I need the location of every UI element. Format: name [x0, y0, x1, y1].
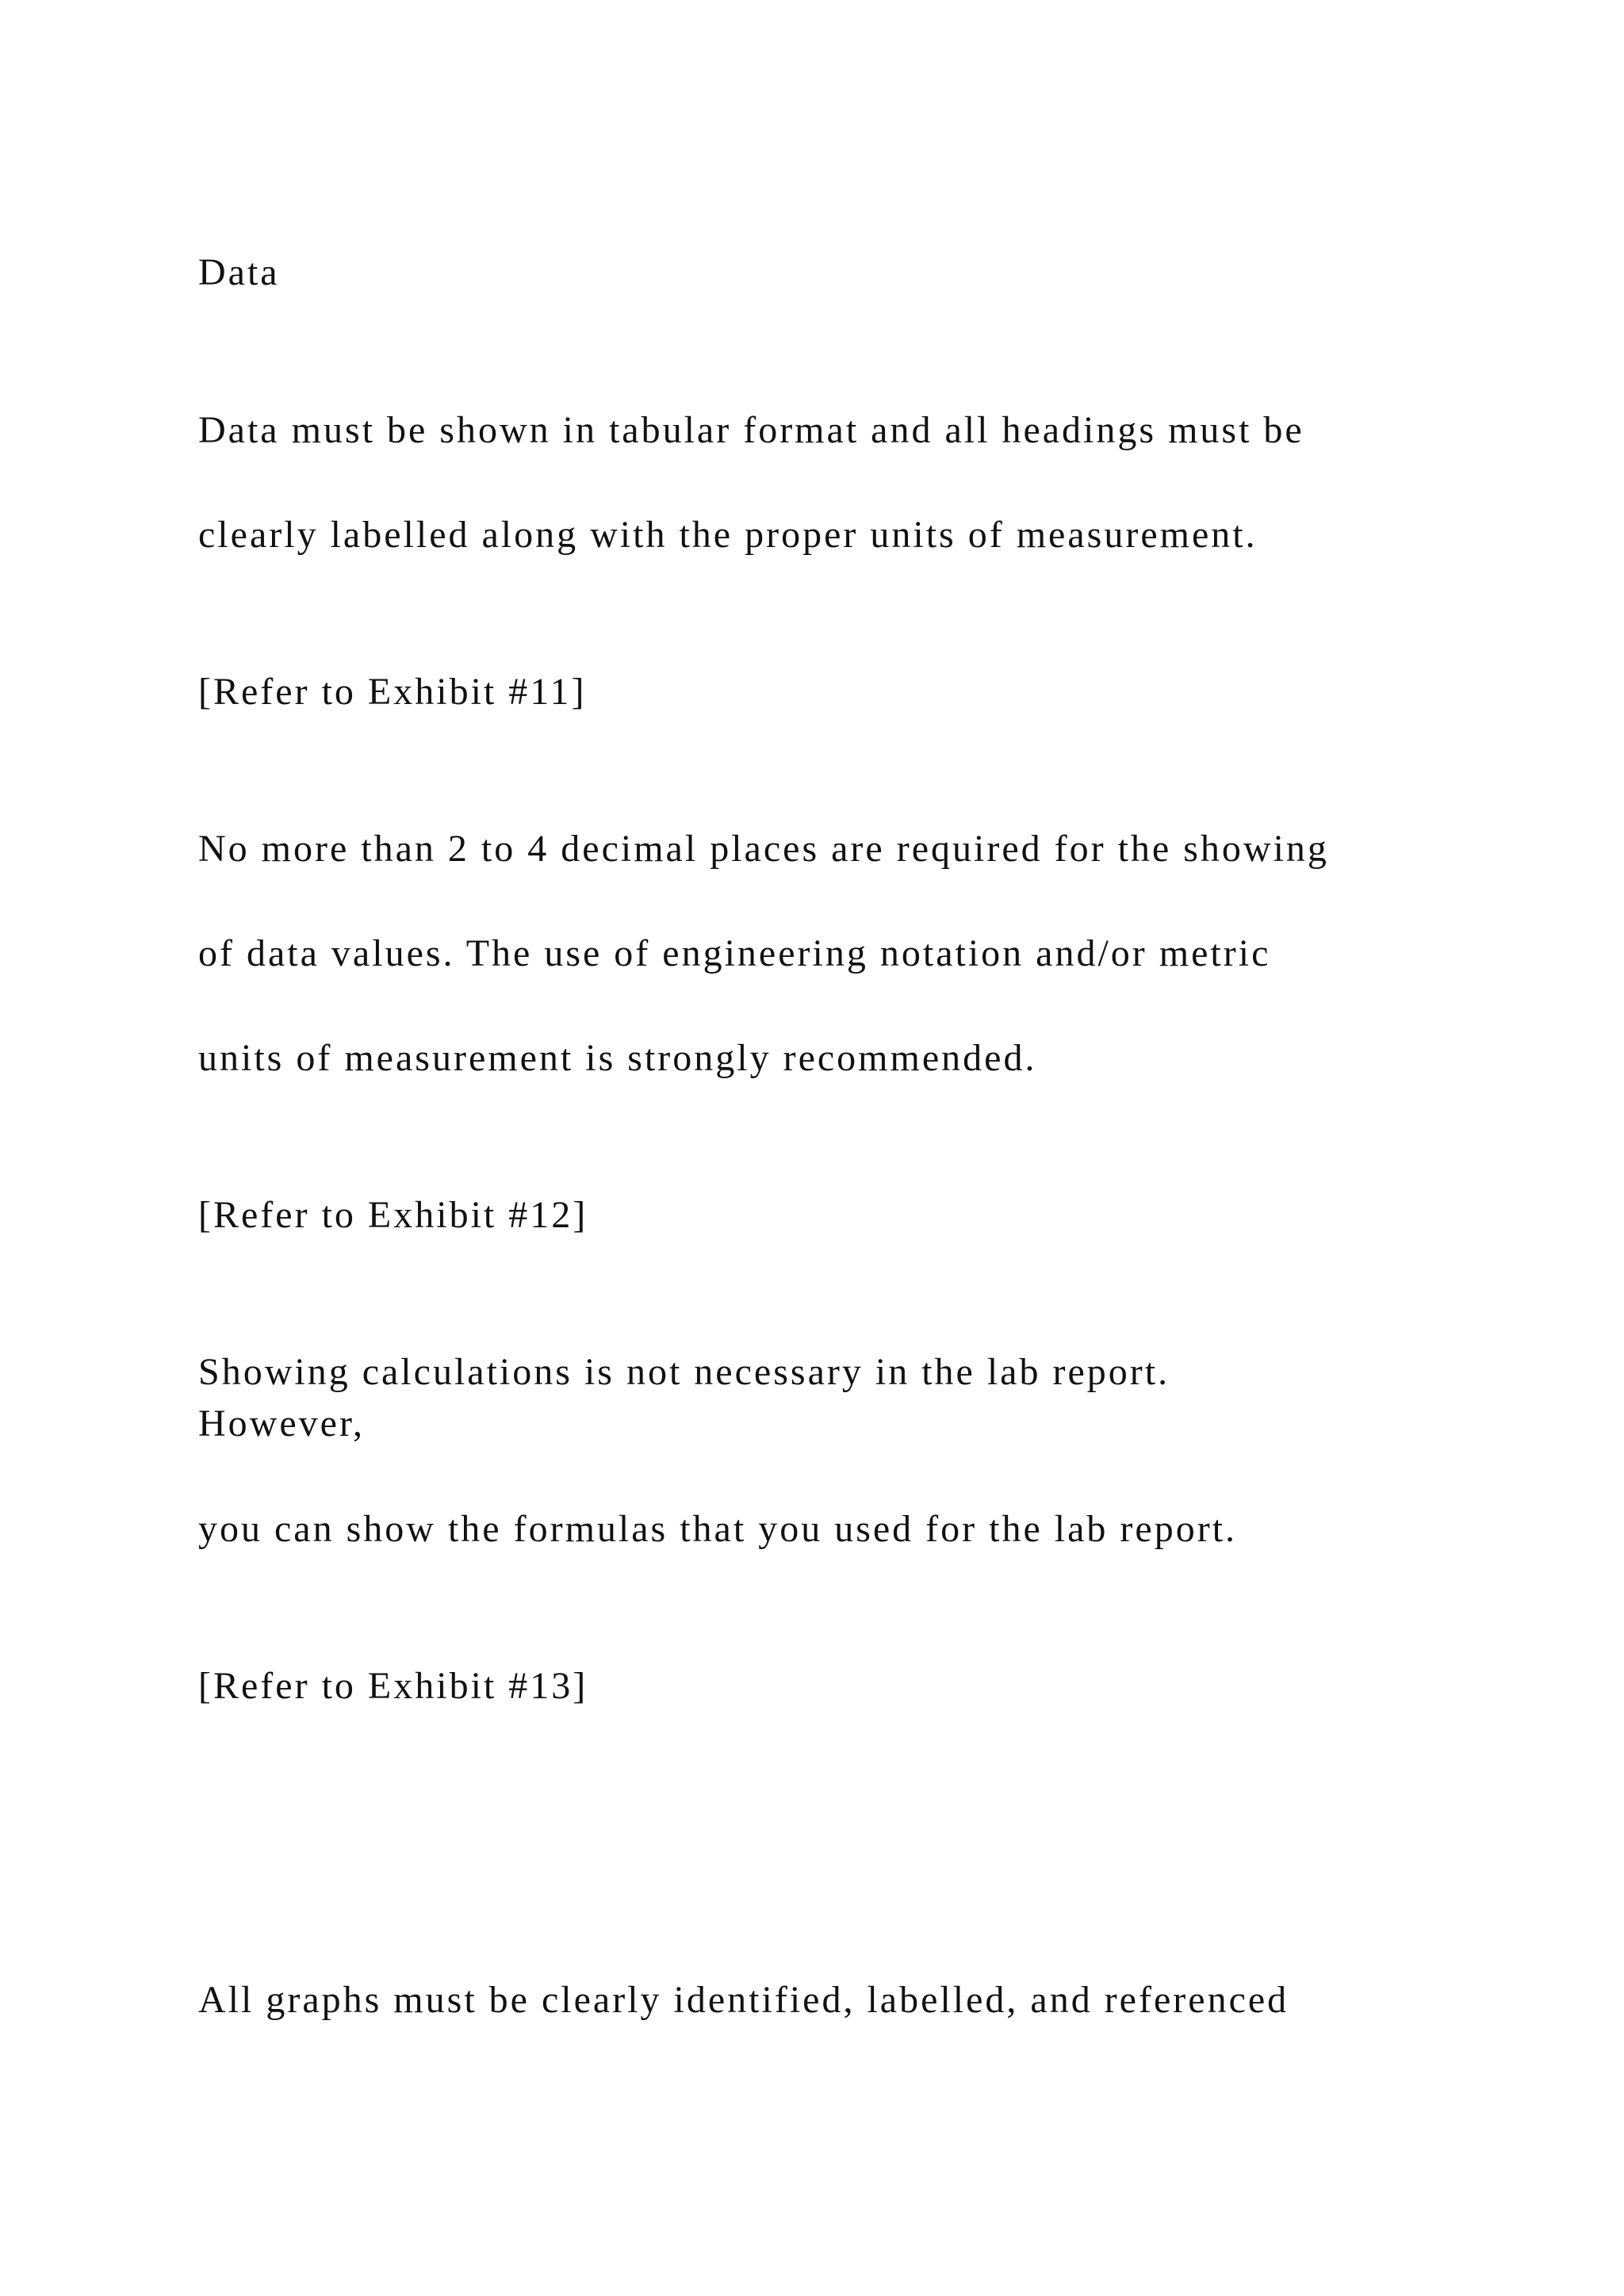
exhibit-12-reference: [Refer to Exhibit #12] [198, 1194, 588, 1236]
paragraph-2-line-3: units of measurement is strongly recommended. [198, 1037, 1037, 1079]
paragraph-1-line-1: Data must be shown in tabular format and all headings must be [198, 409, 1304, 451]
paragraph-2-line-2: of data values. The use of engineering notation and/or metric [198, 932, 1271, 974]
paragraph-1-line-2: clearly labelled along with the proper units of measurement. [198, 514, 1258, 556]
exhibit-13-reference: [Refer to Exhibit #13] [198, 1665, 588, 1707]
paragraph-3-line-2: However, [198, 1402, 365, 1445]
section-heading: Data [198, 251, 280, 293]
exhibit-11-reference: [Refer to Exhibit #11] [198, 671, 587, 713]
paragraph-3-line-3: you can show the formulas that you used for the lab report. [198, 1508, 1238, 1550]
paragraph-4-line-1: All graphs must be clearly identified, labelled, and referenced [198, 1979, 1289, 2021]
paragraph-3-line-1: Showing calculations is not necessary in the lab report. [198, 1351, 1170, 1393]
paragraph-2-line-1: No more than 2 to 4 decimal places are required for the showing [198, 828, 1329, 870]
